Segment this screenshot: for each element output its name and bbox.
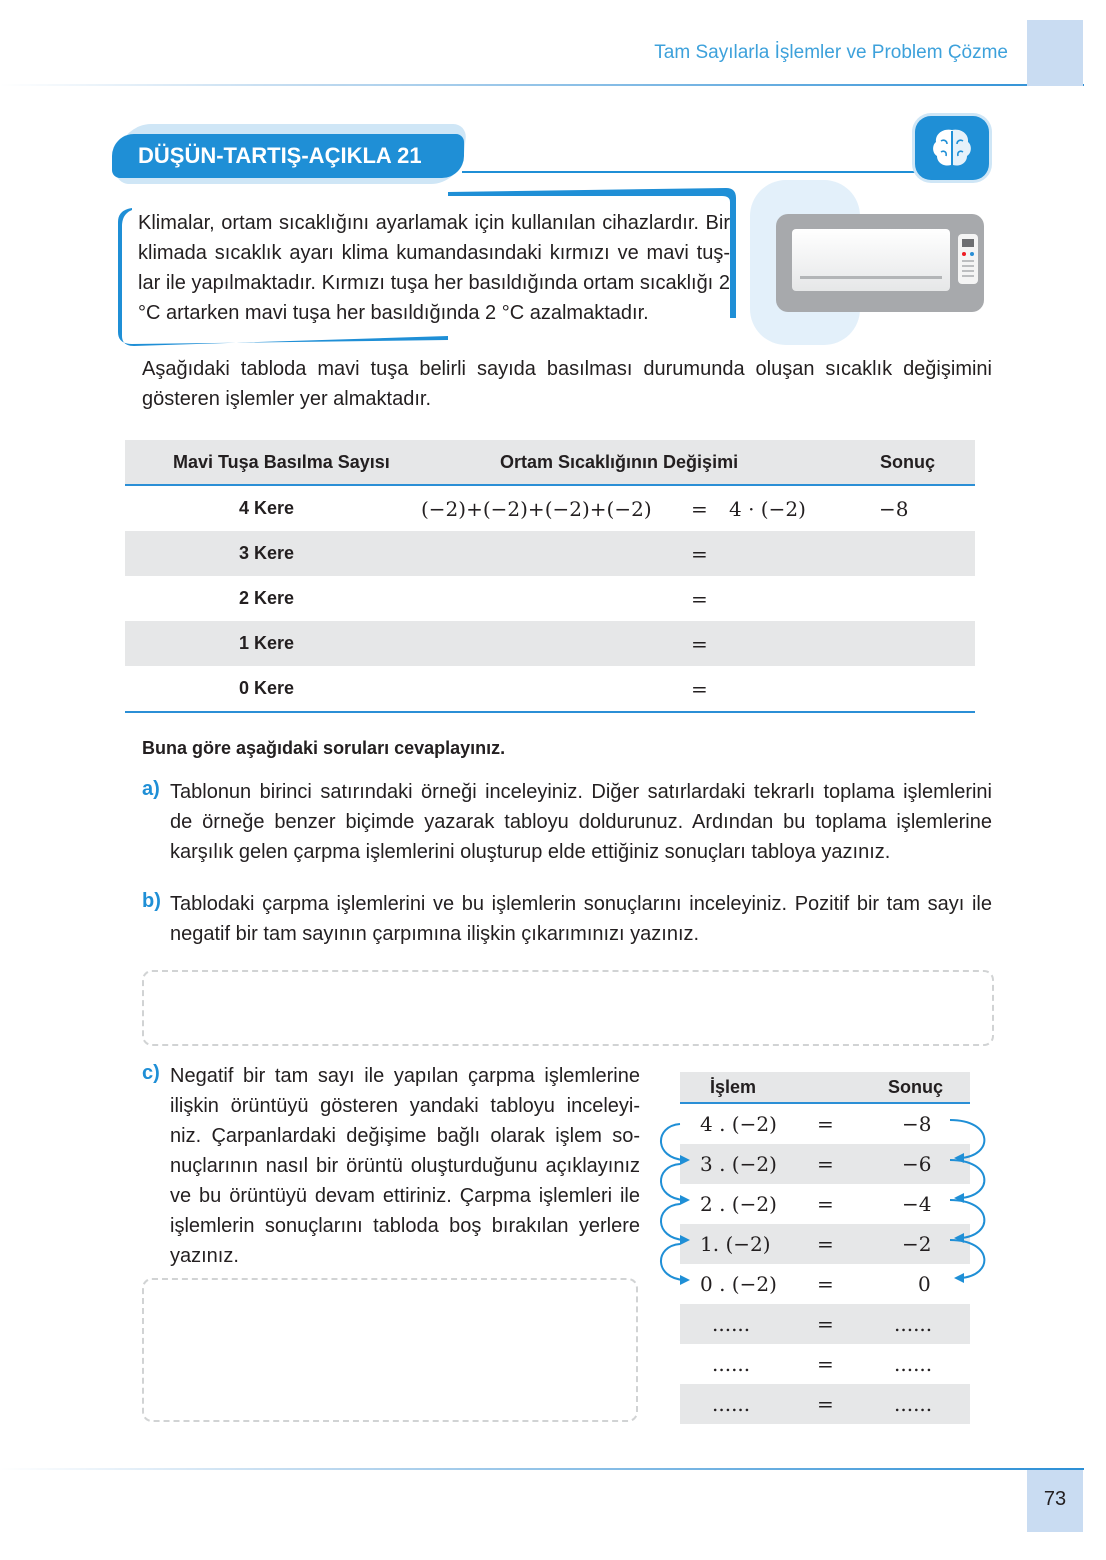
- operation: 0 . (−2): [700, 1272, 777, 1296]
- air-conditioner-vent: [800, 276, 942, 279]
- column-header: Mavi Tuşa Basılma Sayısı: [173, 451, 390, 472]
- header-rule: [0, 84, 1084, 86]
- operation-blank[interactable]: ......: [712, 1392, 751, 1416]
- operation: 1. (−2): [700, 1232, 771, 1256]
- questions-intro: Buna göre aşağıdaki soruları cevaplayınız.: [142, 738, 506, 758]
- arrow-left-icon: [661, 1204, 684, 1240]
- result-blank[interactable]: ......: [894, 1392, 933, 1416]
- question-c-label: c): [142, 1062, 160, 1084]
- operation-blank[interactable]: ......: [712, 1312, 751, 1336]
- pattern-arrows: [650, 1100, 1000, 1300]
- brain-icon: [915, 116, 989, 180]
- equals-sign: =: [817, 1152, 834, 1176]
- remote-control-icon: [958, 234, 978, 284]
- press-count: 4 Kere: [239, 498, 295, 518]
- table-row: [125, 531, 975, 576]
- arrow-right-icon: [950, 1240, 984, 1278]
- press-count: 3 Kere: [239, 543, 295, 563]
- equals-sign: =: [691, 496, 708, 521]
- equals-sign: =: [691, 631, 708, 656]
- product-expression: 4 · (−2): [729, 496, 806, 521]
- running-header: Tam Sayılarla İşlemler ve Problem Çözme: [654, 42, 1008, 63]
- question-c-text: Negatif bir tam sayı ile yapılan çarpma işlemlerine ilişkin örüntüyü gösteren yandaki tabloyu inceleyi-niz. Çarpanlardaki değişime bağlı olarak işlem so-nuçlarının nasıl bir örüntü oluşturduğunu açıklayınız ve bu örüntüyü devam ettiriniz. Çarpma işlemleri ile işlemlerin sonuçlarını tabloda boş bırakılan yerlere yazınız.: [170, 1065, 640, 1267]
- column-header: Ortam Sıcaklığının Değişimi: [500, 451, 739, 472]
- page-number: 73: [1043, 1488, 1067, 1510]
- intro-text: Klimalar, ortam sıcaklığını ayarlamak için kullanılan cihazlardır. Bir klimada sıcaklık ayarı klima kumandasındaki kırmızı ve mavi tuş-lar ile yapılmaktadır. Kırmızı tuşa her basıldığında ortam sıcaklığı 2 °C artarken mavi tuşa her basıldığında 2 °C azalmaktadır.: [138, 212, 730, 324]
- equals-sign: =: [817, 1112, 834, 1136]
- pattern-row: [680, 1384, 970, 1424]
- activity-title: DÜŞÜN-TARTIŞ-AÇIKLA 21: [138, 143, 422, 168]
- result-value: −8: [879, 496, 909, 521]
- temperature-table: [125, 440, 975, 713]
- operation: 3 . (−2): [700, 1152, 777, 1176]
- footer-rule: [0, 1468, 1084, 1470]
- arrow-left-icon: [661, 1244, 684, 1280]
- table-row: [125, 666, 975, 713]
- header-tab: [1027, 20, 1083, 86]
- question-a-text: Tablonun birinci satırındaki örneği inceleyiniz. Diğer satırlardaki tekrarlı toplama işlemlerini de örneğe benzer biçimde yazarak tabloyu doldurunuz. Ardından bu toplama işlemlerine karşılık gelen çarpma işlemlerini oluşturup elde ettiğiniz sonuçları tabloya yazınız.: [170, 781, 992, 863]
- answer-box-b[interactable]: [142, 970, 994, 1046]
- equals-sign: =: [817, 1232, 834, 1256]
- question-b-label: b): [142, 890, 161, 912]
- answer-box-c[interactable]: [142, 1278, 638, 1422]
- arrow-right-icon: [950, 1160, 984, 1198]
- operation: 2 . (−2): [700, 1192, 777, 1216]
- column-header: Sonuç: [888, 1076, 944, 1097]
- result-value: −6: [902, 1152, 932, 1176]
- equals-sign: =: [691, 541, 708, 566]
- arrow-left-icon: [661, 1124, 684, 1160]
- result-value: −2: [902, 1232, 932, 1256]
- air-conditioner-unit: [792, 229, 950, 291]
- equals-sign: =: [817, 1192, 834, 1216]
- result-value: 0: [918, 1272, 931, 1296]
- equals-sign: =: [817, 1272, 834, 1296]
- result-blank[interactable]: ......: [894, 1312, 933, 1336]
- banner-rule: [462, 171, 922, 173]
- activity-banner: [112, 134, 464, 178]
- operation-blank[interactable]: ......: [712, 1352, 751, 1376]
- equals-sign: =: [691, 676, 708, 701]
- equals-sign: =: [817, 1352, 834, 1376]
- press-count: 0 Kere: [239, 678, 295, 698]
- result-value: −4: [902, 1192, 932, 1216]
- column-header: İşlem: [710, 1076, 757, 1097]
- table-description: Aşağıdaki tabloda mavi tuşa belirli sayıda basılması durumunda oluşan sıcaklık değişimini gösteren işlemler yer almaktadır.: [142, 358, 992, 410]
- result-value: −8: [902, 1112, 932, 1136]
- question-a-label: a): [142, 778, 160, 800]
- press-count: 2 Kere: [239, 588, 295, 608]
- press-count: 1 Kere: [239, 633, 295, 653]
- equals-sign: =: [817, 1392, 834, 1416]
- pattern-row: [680, 1304, 970, 1344]
- arrow-right-icon: [950, 1200, 984, 1238]
- table-row: [125, 576, 975, 621]
- equals-sign: =: [691, 586, 708, 611]
- arrow-right-icon: [950, 1120, 984, 1158]
- column-header: Sonuç: [880, 451, 936, 472]
- question-b-text: Tablodaki çarpma işlemlerini ve bu işlemlerin sonuçlarını inceleyiniz. Pozitif bir tam sayı ile negatif bir tam sayının çarpımına ilişkin çıkarımınızı yazınız.: [170, 893, 992, 945]
- table-header-row: [125, 440, 975, 486]
- table-row: [125, 621, 975, 666]
- pattern-row: [680, 1344, 970, 1384]
- operation: 4 . (−2): [700, 1112, 777, 1136]
- table-row: [125, 486, 975, 531]
- result-blank[interactable]: ......: [894, 1352, 933, 1376]
- arrow-left-icon: [661, 1164, 684, 1200]
- equals-sign: =: [817, 1312, 834, 1336]
- repeated-sum: (−2)+(−2)+(−2)+(−2): [421, 496, 652, 521]
